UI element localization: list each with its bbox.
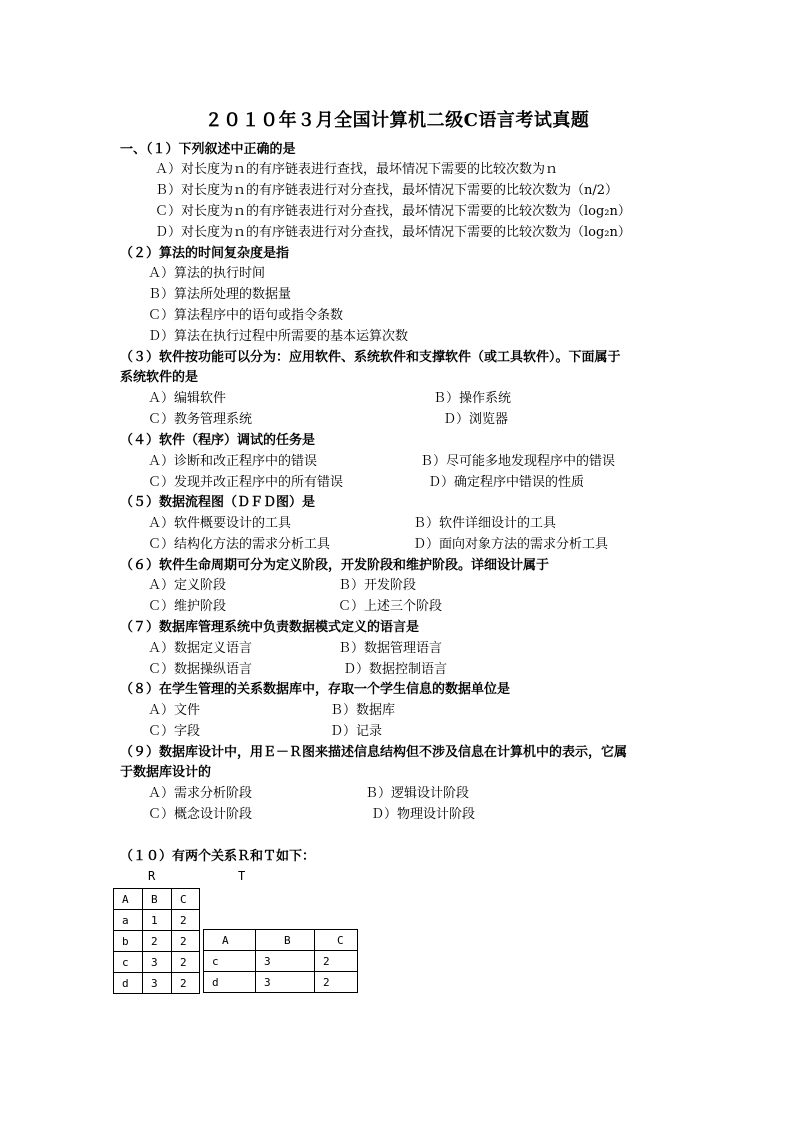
table-cell: d xyxy=(114,973,143,994)
q5-option-a: Ａ）软件概要设计的工具 xyxy=(148,516,292,531)
question-3-stem-cont: 系统软件的是 xyxy=(120,370,199,385)
q2-option-a: Ａ）算法的执行时间 xyxy=(148,266,266,281)
table-header-cell: C xyxy=(315,930,358,951)
q5-option-c: Ｃ）结构化方法的需求分析工具 xyxy=(148,537,331,552)
table-cell: 2 xyxy=(315,951,358,972)
table-header-cell: B xyxy=(256,930,315,951)
table-row xyxy=(204,972,358,993)
q5-option-d: Ｄ）面向对象方法的需求分析工具 xyxy=(413,537,609,552)
table-header-cell: C xyxy=(172,889,200,910)
q1-option-d: Ｄ）对长度为ｎ的有序链表进行对分查找，最坏情况下需要的比较次数为（log₂n） xyxy=(155,225,631,240)
table-header-cell: A xyxy=(114,889,143,910)
table-row xyxy=(204,951,358,972)
table-cell: 3 xyxy=(143,973,172,994)
q9-options-row1 xyxy=(148,784,708,804)
question-3-stem: （３）软件按功能可以分为：应用软件、系统软件和支撑软件（或工具软件）。下面属于 xyxy=(120,350,621,365)
table-cell: 2 xyxy=(172,973,200,994)
q7-options-row2 xyxy=(148,660,708,680)
q8-option-a: Ａ）文件 xyxy=(148,703,201,718)
q4-option-c: Ｃ）发现并改正程序中的所有错误 xyxy=(148,475,344,490)
q7-option-c: Ｃ）数据操纵语言 xyxy=(148,662,253,677)
table-cell: 3 xyxy=(256,972,315,993)
q9-option-a: Ａ）需求分析阶段 xyxy=(148,786,253,801)
q3-option-a: Ａ）编辑软件 xyxy=(148,391,227,406)
q9-option-b: Ｂ）逻辑设计阶段 xyxy=(365,786,470,801)
question-8-stem: （８）在学生管理的关系数据库中，存取一个学生信息的数据单位是 xyxy=(120,682,511,697)
relation-t-label: T xyxy=(238,869,246,883)
page-title: ２０１０年３月全国计算机二级C语言考试真题 xyxy=(204,110,590,131)
relation-r-table xyxy=(113,888,200,994)
table-cell: 2 xyxy=(315,972,358,993)
q5-option-b: Ｂ）软件详细设计的工具 xyxy=(413,516,557,531)
q6-option-a: Ａ）定义阶段 xyxy=(148,578,227,593)
q9-option-d: Ｄ）物理设计阶段 xyxy=(371,807,476,822)
question-10-stem: （１０）有两个关系Ｒ和Ｔ如下： xyxy=(120,849,316,864)
table-row xyxy=(114,910,200,931)
q6-options-row2 xyxy=(148,597,708,617)
q1-option-a: Ａ）对长度为ｎ的有序链表进行查找，最坏情况下需要的比较次数为ｎ xyxy=(155,162,559,177)
table-header-row xyxy=(114,889,200,910)
q4-option-d: Ｄ）确定程序中错误的性质 xyxy=(428,475,585,490)
question-9-stem-cont: 于数据库设计的 xyxy=(120,765,212,780)
question-5-stem: （５）数据流程图（ＤＦＤ图）是 xyxy=(120,495,316,510)
q3-options-row1 xyxy=(148,389,708,409)
q2-option-c: Ｃ）算法程序中的语句或指令条数 xyxy=(148,308,344,323)
q8-options-row1 xyxy=(148,701,708,721)
table-cell: c xyxy=(204,951,256,972)
q9-options-row2 xyxy=(148,805,708,825)
relation-t-table xyxy=(203,929,358,993)
table-cell: b xyxy=(114,931,143,952)
table-row xyxy=(114,931,200,952)
q3-option-c: Ｃ）教务管理系统 xyxy=(148,412,253,427)
relation-r-label: R xyxy=(148,869,156,883)
table-cell: 2 xyxy=(172,910,200,931)
table-cell: 2 xyxy=(172,952,200,973)
table-row xyxy=(114,952,200,973)
table-cell: a xyxy=(114,910,143,931)
question-2-stem: （２）算法的时间复杂度是指 xyxy=(120,246,290,261)
q6-options-row1 xyxy=(148,576,708,596)
q1-option-c: Ｃ）对长度为ｎ的有序链表进行对分查找，最坏情况下需要的比较次数为（log₂n） xyxy=(155,204,631,219)
q4-options-row1 xyxy=(148,452,708,472)
table-header-cell: B xyxy=(143,889,172,910)
question-6-stem: （６）软件生命周期可分为定义阶段，开发阶段和维护阶段。详细设计属于 xyxy=(120,558,550,573)
section-number: 一、 xyxy=(120,142,147,157)
table-cell: c xyxy=(114,952,143,973)
q6-option-b: Ｂ）开发阶段 xyxy=(338,578,417,593)
q7-options-row1 xyxy=(148,639,708,659)
table-cell: 1 xyxy=(143,910,172,931)
table-header-cell: A xyxy=(204,930,256,951)
q3-options-row2 xyxy=(148,410,708,430)
q2-option-d: Ｄ）算法在执行过程中所需要的基本运算次数 xyxy=(148,329,409,344)
q1-option-b: Ｂ）对长度为ｎ的有序链表进行对分查找，最坏情况下需要的比较次数为（n/2） xyxy=(155,183,619,198)
q5-options-row1 xyxy=(148,514,708,534)
q6-option-c: Ｃ）维护阶段 xyxy=(148,599,227,614)
question-1-stem: 一、（１）下列叙述中正确的是 xyxy=(120,142,296,157)
q3-option-d: Ｄ）浏览器 xyxy=(443,412,509,427)
table-cell: 2 xyxy=(143,931,172,952)
q8-option-d: Ｄ）记录 xyxy=(330,724,383,739)
q4-options-row2 xyxy=(148,473,708,493)
question-4-stem: （４）软件（程序）调试的任务是 xyxy=(120,433,316,448)
q9-option-c: Ｃ）概念设计阶段 xyxy=(148,807,253,822)
table-row xyxy=(114,973,200,994)
table-header-row xyxy=(204,930,358,951)
q8-option-c: Ｃ）字段 xyxy=(148,724,201,739)
table-cell: d xyxy=(204,972,256,993)
q7-option-d: Ｄ）数据控制语言 xyxy=(343,662,448,677)
q6-option-d: Ｃ）上述三个阶段 xyxy=(338,599,443,614)
question-9-stem: （９）数据库设计中，用Ｅ－Ｒ图来描述信息结构但不涉及信息在计算机中的表示，它属 xyxy=(120,745,628,760)
table-cell: 2 xyxy=(172,931,200,952)
q5-options-row2 xyxy=(148,535,708,555)
table-cell: 3 xyxy=(143,952,172,973)
q7-option-a: Ａ）数据定义语言 xyxy=(148,641,253,656)
table-cell: 3 xyxy=(256,951,315,972)
q7-option-b: Ｂ）数据管理语言 xyxy=(338,641,443,656)
q4-option-b: Ｂ）尽可能多地发现程序中的错误 xyxy=(420,454,616,469)
q8-option-b: Ｂ）数据库 xyxy=(330,703,396,718)
q8-options-row2 xyxy=(148,722,708,742)
q4-option-a: Ａ）诊断和改正程序中的错误 xyxy=(148,454,318,469)
q2-option-b: Ｂ）算法所处理的数据量 xyxy=(148,287,292,302)
q3-option-b: Ｂ）操作系统 xyxy=(433,391,512,406)
question-7-stem: （７）数据库管理系统中负责数据模式定义的语言是 xyxy=(120,620,420,635)
